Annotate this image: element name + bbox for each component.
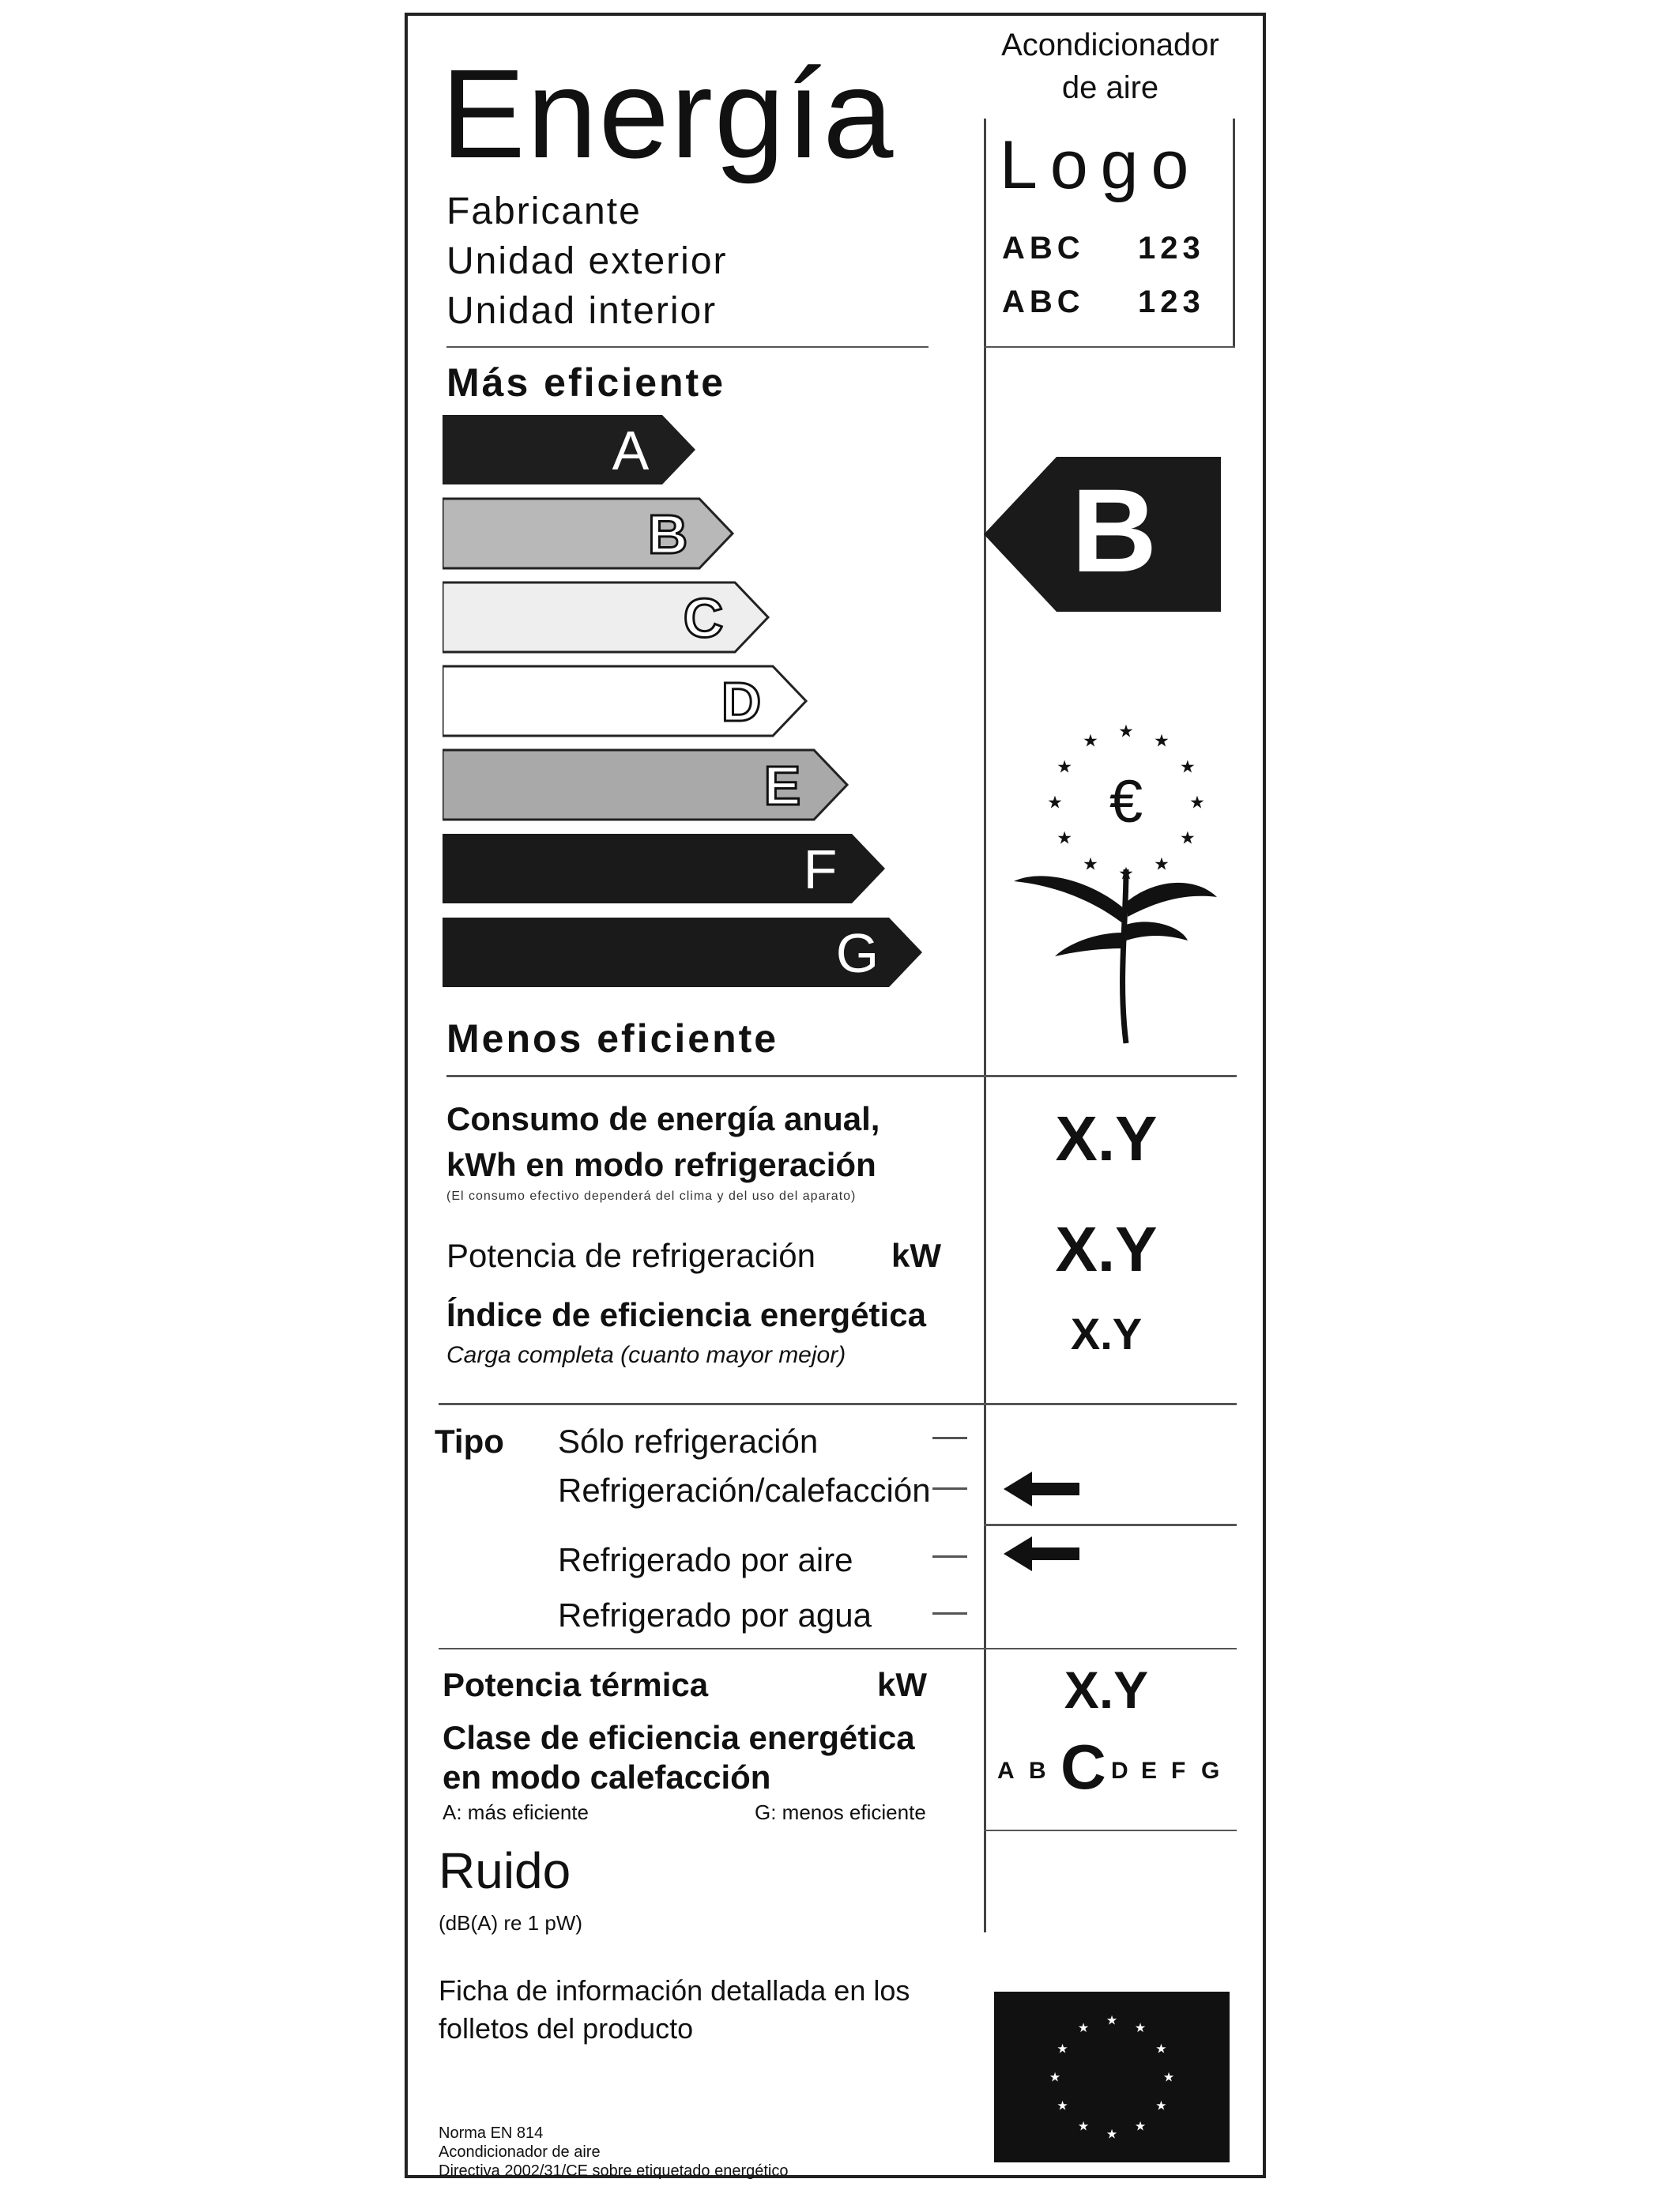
heating-class-label-2: en modo calefacción (443, 1759, 771, 1796)
arrow-left-icon (1004, 1536, 1083, 1571)
consumption-note: (El consumo efectivo dependerá del clima y del uso del aparato) (446, 1189, 857, 1203)
heating-class-d: D (1111, 1758, 1128, 1784)
heating-class-scale (997, 1731, 1234, 1802)
heating-divider (984, 1830, 1237, 1831)
outdoor-unit-label: Unidad exterior (446, 240, 728, 282)
cooling-power-value: X.Y (1055, 1214, 1158, 1284)
heating-class-label-1: Clase de eficiencia energética (443, 1719, 915, 1756)
heating-class-b: B (1029, 1758, 1046, 1784)
star-icon: ★ (1154, 731, 1170, 752)
scale-letter-f: F (803, 839, 838, 900)
model-number-indoor: 123 (1138, 285, 1205, 319)
indoor-unit-label: Unidad interior (446, 290, 718, 332)
noise-label: Ruido (439, 1842, 571, 1899)
efficiency-scale (443, 415, 932, 1008)
scale-letter-e: E (763, 755, 801, 816)
star-icon: ★ (1083, 854, 1098, 875)
heating-class-e: E (1141, 1758, 1158, 1784)
heating-class-selected: C (1060, 1732, 1106, 1802)
star-icon: ★ (1106, 2126, 1118, 2142)
norm-line-1: Norma EN 814 (439, 2124, 544, 2142)
rating-letter: B (1071, 464, 1158, 597)
star-icon: ★ (1118, 722, 1134, 742)
column-divider-right (1233, 119, 1235, 348)
manufacturer-label: Fabricante (446, 190, 642, 232)
eu-flag-icon (994, 1992, 1230, 2162)
star-icon: ★ (1057, 828, 1072, 849)
manufacturer-logo: Logo (1000, 127, 1202, 203)
type-label: Tipo (435, 1423, 504, 1460)
star-icon: ★ (1189, 793, 1205, 813)
star-icon: ★ (1077, 2118, 1090, 2134)
heating-power-unit: kW (877, 1666, 927, 1703)
scale-letter-c: C (683, 587, 724, 649)
star-icon: ★ (1057, 2098, 1068, 2113)
type-option-cooling-heating: Refrigeración/calefacción (558, 1472, 931, 1509)
type-dash-2 (932, 1487, 967, 1490)
scale-letter-b: B (647, 503, 688, 565)
type-option-cooling-only: Sólo refrigeración (558, 1423, 819, 1460)
label-title: Energía (441, 43, 895, 184)
eer-value: X.Y (1070, 1309, 1143, 1359)
consumption-value: X.Y (1055, 1103, 1158, 1174)
scale-arrow-a (443, 415, 695, 484)
heating-class-f: F (1171, 1758, 1186, 1784)
star-icon: ★ (1049, 2069, 1061, 2085)
info-sheet-line-1: Ficha de información detallada en los (439, 1974, 910, 2007)
eu-flower-icon (1008, 719, 1229, 1051)
norm-line-2: Acondicionador de aire (439, 2143, 601, 2161)
cooling-power-unit: kW (891, 1237, 941, 1274)
norm-line-3: Directiva 2002/31/CE sobre etiquetado energético (439, 2162, 789, 2180)
arrow-left-icon (1004, 1472, 1083, 1506)
scale-arrow-b (443, 499, 733, 568)
star-icon: ★ (1162, 2069, 1175, 2085)
model-code-indoor: ABC (1002, 285, 1085, 319)
type-dash-1 (932, 1437, 967, 1439)
type-section-divider (439, 1648, 1237, 1649)
heating-worst-note: G: menos eficiente (755, 1800, 926, 1824)
consumption-label-1: Consumo de energía anual, (446, 1100, 880, 1137)
type-option-air-cooled: Refrigerado por aire (558, 1541, 853, 1578)
type-dash-3 (932, 1555, 967, 1558)
star-icon: ★ (1154, 854, 1170, 875)
scale-divider (446, 1075, 1237, 1077)
star-icon: ★ (1155, 2098, 1167, 2113)
type-dash-4 (932, 1612, 967, 1615)
type-option-water-cooled: Refrigerado por agua (558, 1596, 872, 1634)
eer-subtitle: Carga completa (cuanto mayor mejor) (446, 1342, 846, 1368)
header-divider-right (984, 346, 1235, 348)
noise-unit: (dB(A) re 1 pW) (439, 1911, 583, 1935)
type-divider (984, 1524, 1237, 1526)
star-icon: ★ (1057, 757, 1072, 778)
scale-letter-g: G (835, 922, 880, 984)
performance-divider (439, 1403, 1237, 1405)
star-icon: ★ (1083, 731, 1098, 752)
star-icon: ★ (1077, 2020, 1090, 2035)
star-icon: ★ (1134, 2118, 1147, 2134)
star-icon: ★ (1057, 2041, 1068, 2056)
consumption-label-2: kWh en modo refrigeración (446, 1146, 876, 1183)
star-icon: ★ (1118, 864, 1134, 884)
svg-text:€: € (1109, 768, 1143, 835)
scale-letter-d: D (721, 671, 762, 733)
heating-power-label: Potencia térmica (443, 1666, 709, 1703)
header-divider (446, 346, 929, 348)
heating-class-a: A (997, 1758, 1015, 1784)
heating-class-g: G (1201, 1758, 1220, 1784)
scale-top-label: Más eficiente (446, 360, 726, 405)
rating-arrow (984, 457, 1221, 612)
model-number-outdoor: 123 (1138, 231, 1205, 266)
star-icon: ★ (1134, 2020, 1147, 2035)
eer-label: Índice de eficiencia energética (446, 1296, 926, 1333)
scale-bottom-label: Menos eficiente (446, 1016, 779, 1061)
star-icon: ★ (1180, 757, 1196, 778)
scale-letter-a: A (612, 420, 650, 481)
star-icon: ★ (1155, 2041, 1167, 2056)
cooling-power-label: Potencia de refrigeración (446, 1237, 816, 1274)
model-code-outdoor: ABC (1002, 231, 1085, 266)
appliance-type: Acondicionador de aire (1001, 28, 1219, 105)
star-icon: ★ (1047, 793, 1063, 813)
star-icon: ★ (1106, 2012, 1118, 2028)
heating-power-value: X.Y (1064, 1661, 1149, 1719)
heating-best-note: A: más eficiente (443, 1800, 589, 1824)
info-sheet-line-2: folletos del producto (439, 2012, 694, 2045)
star-icon: ★ (1180, 828, 1196, 849)
